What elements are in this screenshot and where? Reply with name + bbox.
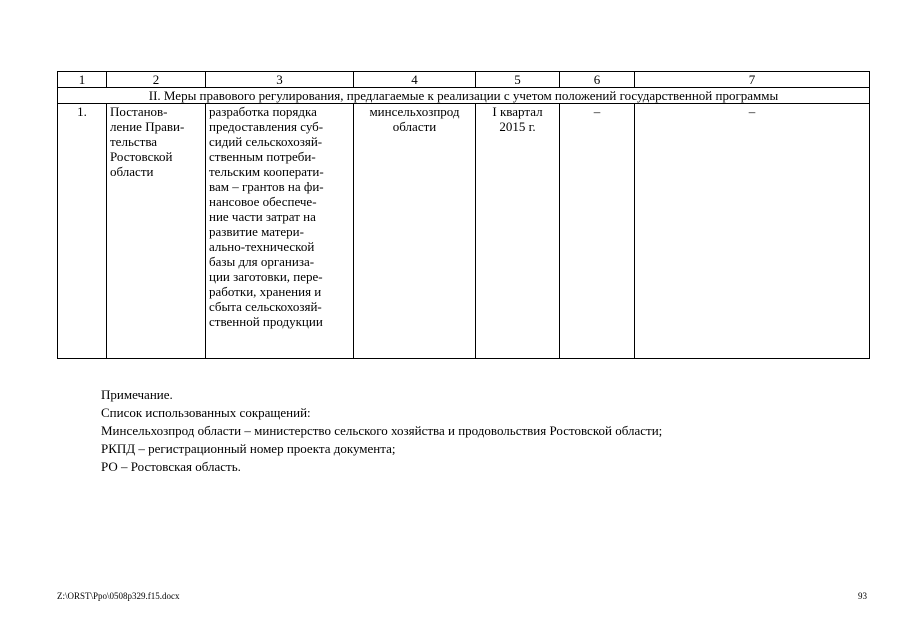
footer-page-number: 93 — [858, 591, 867, 601]
header-row — [58, 72, 870, 88]
abbrev-item: РО – Ростовская область. — [101, 459, 241, 474]
abbrev-item: РКПД – регистрационный номер проекта документа; — [101, 441, 396, 456]
header-col-5: 5 — [476, 72, 560, 88]
header-col-3: 3 — [206, 72, 354, 88]
row-number: 1. — [58, 104, 107, 359]
header-col-1: 1 — [58, 72, 107, 88]
notes-block — [101, 386, 662, 476]
row-executor: минсельхозпрод области — [354, 104, 476, 359]
header-col-4: 4 — [354, 72, 476, 88]
header-col-6: 6 — [560, 72, 635, 88]
notes-title: Примечание. — [101, 387, 173, 402]
abbrev-item: Минсельхозпрод области – министерство сельского хозяйства и продовольствия Ростовской области; — [101, 423, 663, 438]
abbrev-title: Список использованных сокращений: — [101, 405, 311, 420]
header-col-2: 2 — [107, 72, 206, 88]
row-col7: – — [635, 104, 870, 359]
row-col6: – — [560, 104, 635, 359]
footer-file-path: Z:\ORST\Ppo\0508p329.f15.docx — [57, 591, 180, 601]
row-content: разработка порядка предоставления суб- сидий сельскохозяй- ственным потреби- тельским кооперати- вам – грантов на фи- нансовое обеспече- ние части затрат на развитие матери- ально-технической базы для организа- ции заготовки, пере- работки, хранения и сбыта сельскохозяй- ственной продукции — [206, 104, 354, 359]
section-row — [58, 88, 870, 104]
table-row — [58, 104, 870, 359]
section-title: II. Меры правового регулирования, предлагаемые к реализации с учетом положений государственной программы — [58, 88, 870, 104]
measures-table — [57, 71, 870, 359]
row-deadline: I квартал 2015 г. — [476, 104, 560, 359]
header-col-7: 7 — [635, 72, 870, 88]
row-doc-type: Постанов- ление Прави- тельства Ростовской области — [107, 104, 206, 359]
